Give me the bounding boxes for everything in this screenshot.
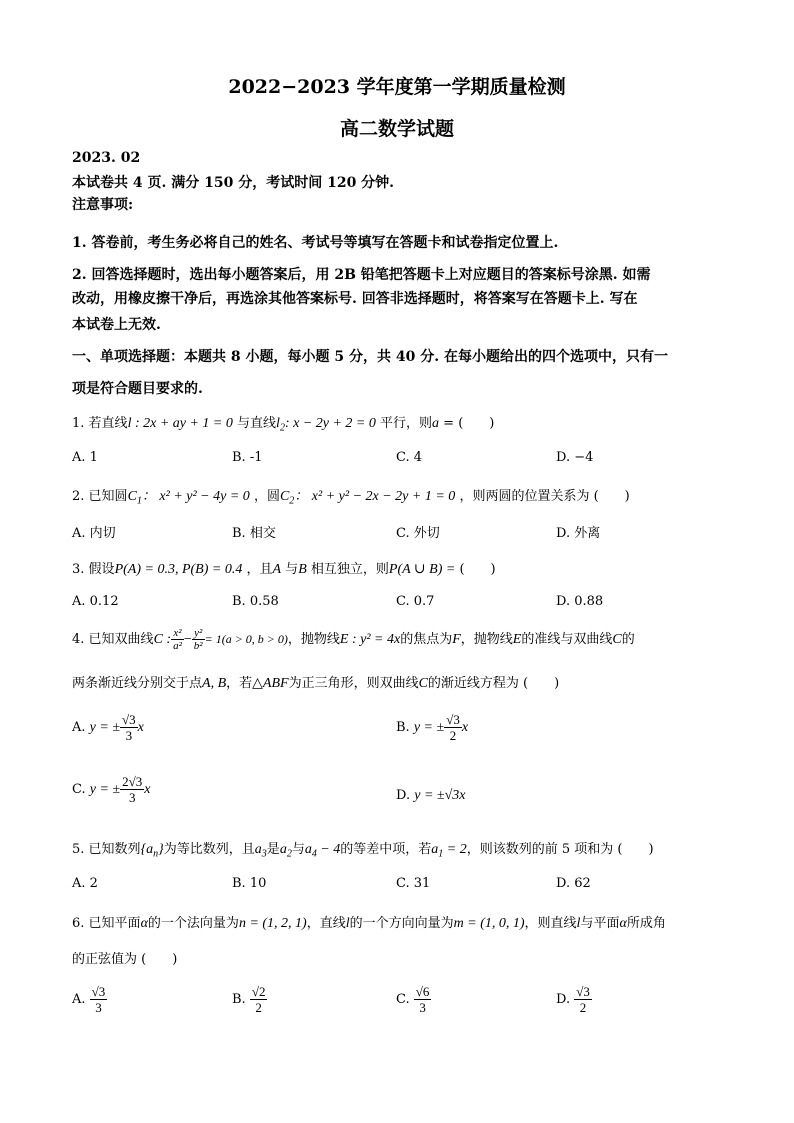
question-text: 的 (621, 632, 635, 647)
fraction-numerator: √3 (446, 712, 460, 727)
question-text: ，则直线 (524, 916, 577, 931)
q4-option-b (396, 712, 468, 743)
math-expression: x (461, 720, 469, 735)
question-text: 的准线与双曲线 (521, 632, 613, 647)
question-text: 平行，则 (380, 416, 433, 431)
option-label: C. (72, 782, 86, 797)
question-text: ，直线 (306, 916, 346, 931)
math-expression: F (452, 632, 461, 647)
fraction-numerator: √2 (251, 984, 266, 999)
math-fraction (444, 712, 462, 743)
math-expression: y = ± (89, 720, 121, 735)
fraction-denominator: 3 (95, 1000, 102, 1015)
section-heading: 一、单项选择题：本题共 8 小题，每小题 5 分，共 40 分. 在每小题给出的四个选项中，只有一 (72, 349, 668, 365)
math-expression: ： x² + y² − 4y = 0 (141, 489, 250, 504)
question-6-cont: 的正弦值为 ( ) (72, 952, 178, 967)
question-text: 假设 (88, 562, 115, 577)
math-expression: P(A) = 0.3, P(B) = 0.4 (114, 562, 243, 577)
math-expression: l : 2x + ay + 1 = 0 (127, 416, 233, 431)
q2-option-c: C. 外切 (396, 526, 440, 541)
q3-option-a: A. 0.12 (72, 594, 119, 609)
question-text: ，则该数列的前 5 项和为 ( ) (466, 842, 654, 857)
math-expression: a (304, 842, 312, 857)
math-operator: − (183, 632, 192, 647)
fraction-denominator: 2 (579, 1000, 587, 1015)
q4-option-d (396, 788, 465, 804)
option-label: C. (396, 992, 410, 1007)
math-expression: α (140, 916, 148, 931)
notice-2: 2. 回答选择题时，选出每小题答案后，用 2B 铅笔把答题卡上对应题目的答案标号涂黑. 如需 (72, 267, 651, 283)
math-subscript: 1 (136, 495, 142, 507)
q2-option-b: B. 相交 (232, 526, 276, 541)
notice-title: 注意事项: (72, 197, 134, 213)
math-expression: A (272, 562, 282, 577)
fraction-denominator: b² (193, 640, 203, 652)
question-number: 1. (72, 416, 85, 431)
section-heading-cont: 项是符合题目要求的. (72, 381, 203, 397)
fraction-denominator: 3 (128, 790, 136, 805)
question-text: 的渐近线方程为 ( ) (427, 676, 560, 691)
notice-2-cont: 改动，用橡皮擦干净后，再选涂其他答案标号. 回答非选择题时，将答案写在答题卡上. 写在 (72, 291, 638, 307)
question-text: ，抛物线 (287, 632, 340, 647)
q6-option-a (72, 984, 107, 1015)
question-number: 5. (72, 842, 85, 857)
q6-option-d (556, 984, 592, 1015)
q6-option-b (232, 984, 267, 1015)
math-expression: l (276, 416, 280, 431)
q2-option-d: D. 外离 (556, 526, 601, 541)
question-text: 为正三角形，则双曲线 (288, 676, 419, 691)
math-expression: a (431, 842, 439, 857)
question-text: ，且 (246, 562, 273, 577)
option-label: A. (72, 992, 86, 1007)
math-expression: E (512, 632, 522, 647)
math-expression: a (254, 842, 262, 857)
question-text: 的焦点为 (400, 632, 453, 647)
question-4 (72, 622, 635, 657)
q1-option-d: D. −4 (556, 450, 594, 465)
question-text: 的一个法向量为 (147, 916, 239, 931)
question-4-cont (72, 672, 559, 692)
math-expression: △ABF (252, 676, 289, 691)
question-number: 4. (72, 632, 85, 647)
math-expression: y = ±√3x (414, 788, 466, 803)
q6-option-c (396, 984, 431, 1015)
q5-option-d: D. 62 (556, 876, 591, 891)
exam-info: 本试卷共 4 页. 满分 150 分，考试时间 120 分钟. (72, 175, 395, 191)
fraction-numerator: √3 (91, 984, 106, 999)
math-subscript: 3 (261, 848, 267, 860)
math-fraction (120, 774, 144, 805)
q4-option-a (72, 712, 144, 743)
math-expression: B (298, 562, 307, 577)
question-text: 已知数列 (88, 842, 141, 857)
math-expression: ： x² + y² − 2x − 2y + 1 = 0 (294, 489, 456, 504)
exam-date: 2023. 02 (72, 150, 141, 166)
math-subscript: 4 (311, 848, 317, 860)
fraction-denominator: 3 (419, 1000, 426, 1015)
math-expression: C (127, 489, 137, 504)
math-fraction (414, 984, 432, 1015)
question-text: 与直线 (237, 416, 277, 431)
question-5 (72, 838, 654, 860)
question-text: 两条渐近线分别交于点 (72, 676, 203, 691)
math-expression: P(A ∪ B) = (388, 562, 456, 577)
question-text: 是 (266, 842, 280, 857)
math-subscript: 2 (279, 422, 285, 434)
question-number: 2. (72, 489, 85, 504)
fraction-numerator: √3 (122, 712, 136, 727)
notice-1: 1. 答卷前，考生务必将自己的姓名、考试号等填写在答题卡和试卷指定位置上. (72, 235, 559, 251)
math-expression: = 1(a > 0, b > 0) (204, 632, 288, 646)
fraction-denominator: 3 (125, 728, 133, 743)
math-expression: α (619, 916, 627, 931)
math-expression: − 4 (316, 842, 341, 857)
fraction-numerator: √3 (576, 984, 590, 999)
math-subscript: 2 (286, 848, 292, 860)
option-label: D. (396, 788, 411, 803)
math-fraction (90, 984, 108, 1015)
question-text: 已知平面 (88, 916, 141, 931)
math-expression: {a (140, 842, 154, 857)
question-text: 所成角 (626, 916, 666, 931)
math-expression: y = ± (413, 720, 445, 735)
question-2 (72, 485, 630, 507)
math-subscript: 1 (438, 848, 444, 860)
question-text: 与平面 (580, 916, 620, 931)
math-fraction (192, 627, 205, 652)
option-label: D. (556, 992, 571, 1007)
question-text: 已知双曲线 (88, 632, 154, 647)
fraction-denominator: a² (173, 640, 182, 652)
question-3 (72, 558, 496, 578)
exam-title: 2022−2023 学年度第一学期质量检测 (228, 76, 566, 98)
question-text: ，若 (226, 676, 253, 691)
math-expression: l (345, 916, 350, 931)
math-expression: C : (153, 632, 172, 647)
math-fraction (574, 984, 592, 1015)
q4-option-c (72, 774, 150, 805)
question-text: 与 (291, 842, 305, 857)
question-text: 已知圆 (88, 489, 128, 504)
question-6 (72, 912, 666, 932)
math-expression: : x − 2y + 2 = 0 (284, 416, 376, 431)
math-expression: C (418, 676, 428, 691)
exam-subtitle: 高二数学试题 (339, 118, 454, 140)
math-subscript: n (153, 848, 159, 860)
math-expression: A, B (202, 676, 227, 691)
question-text: ，抛物线 (460, 632, 513, 647)
q2-option-a: A. 内切 (72, 526, 116, 541)
math-fraction (171, 627, 184, 652)
math-expression: C (279, 489, 290, 504)
question-number: 6. (72, 916, 85, 931)
fraction-numerator: √6 (415, 984, 430, 999)
math-expression: } (158, 842, 164, 857)
math-subscript: 2 (289, 495, 295, 507)
question-text: 与 (285, 562, 299, 577)
option-label: B. (232, 992, 246, 1007)
question-text: ( ) (459, 562, 496, 577)
fraction-denominator: 2 (449, 728, 457, 743)
math-fraction (250, 984, 268, 1015)
q1-option-a: A. 1 (72, 450, 98, 465)
q3-option-d: D. 0.88 (556, 594, 604, 609)
question-text: 若直线 (88, 416, 128, 431)
notice-2-end: 本试卷上无效. (72, 317, 161, 333)
question-text: 的等差中项，若 (340, 842, 432, 857)
q3-option-c: C. 0.7 (396, 594, 435, 609)
math-expression: a (432, 416, 440, 431)
math-fraction (120, 712, 138, 743)
math-expression: = 2 (443, 842, 467, 857)
math-expression: n = (1, 2, 1) (238, 916, 307, 931)
question-text: 的一个方向向量为 (349, 916, 454, 931)
fraction-numerator: x² (171, 627, 184, 640)
question-text: 相互独立，则 (310, 562, 389, 577)
math-expression: x (144, 782, 151, 797)
q5-option-b: B. 10 (232, 876, 267, 891)
math-expression: m = (1, 0, 1) (453, 916, 525, 931)
q1-option-b: B. -1 (232, 450, 263, 465)
math-expression: y = ± (89, 782, 121, 797)
question-1 (72, 412, 494, 434)
question-text: = ( ) (443, 416, 495, 431)
question-text: 为等比数列，且 (163, 842, 255, 857)
question-number: 3. (72, 562, 85, 577)
fraction-numerator: y² (192, 627, 205, 640)
fraction-denominator: 2 (255, 1000, 262, 1015)
q5-option-c: C. 31 (396, 876, 431, 891)
q5-option-a: A. 2 (72, 876, 98, 891)
option-label: A. (72, 720, 86, 735)
option-label: B. (396, 720, 410, 735)
question-text: ，则两圆的位置关系为 ( ) (459, 489, 630, 504)
math-expression: E : y² = 4x (339, 632, 401, 647)
fraction-numerator: 2√3 (122, 774, 143, 789)
math-expression: x (137, 720, 144, 735)
math-expression: l (576, 916, 581, 931)
q3-option-b: B. 0.58 (232, 594, 279, 609)
q1-option-c: C. 4 (396, 450, 423, 465)
math-expression: C (612, 632, 622, 647)
question-text: ，圆 (253, 489, 280, 504)
math-expression: a (279, 842, 287, 857)
